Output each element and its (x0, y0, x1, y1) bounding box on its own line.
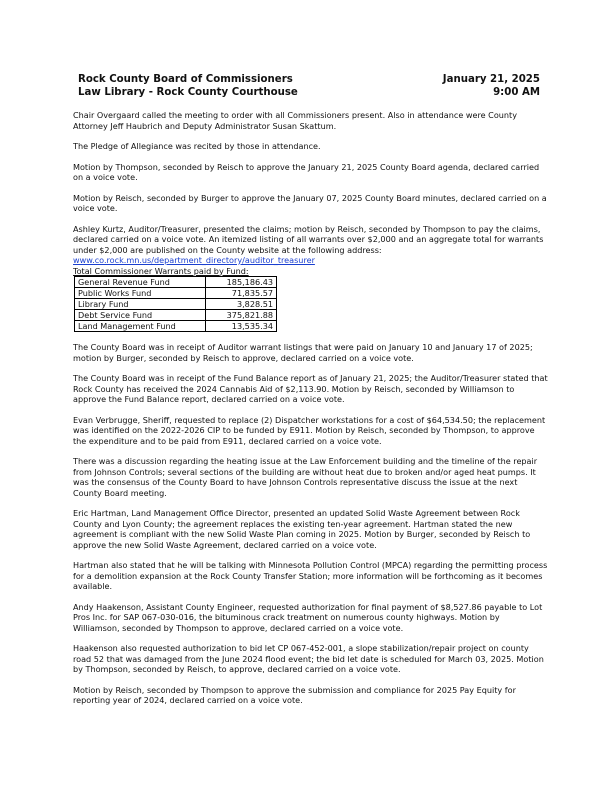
header-row-2 (78, 86, 540, 99)
fund-amount: 3,828.51 (206, 299, 277, 310)
fund-amount: 13,535.34 (206, 321, 277, 332)
paragraph-mpca: Hartman also stated that he will be talking with Minnesota Pollution Control (MPCA) regarding the permitting process for a demolition expansion at the Rock County Transfer Station; more information will be forthcoming as it becomes available. (73, 560, 548, 591)
paragraph-heating-issue: There was a discussion regarding the heating issue at the Law Enforcement building and the timeline of the repair from Johnson Controls; several sections of the building are without heat due to broken and/or aged heat pumps. It was the consensus of the County Board to have Johnson Controls representative discuss the issue at the next County Board meeting. (73, 456, 538, 498)
fund-name: Land Management Fund (75, 321, 206, 332)
meeting-location: Law Library - Rock County Courthouse (78, 87, 298, 98)
table-row (75, 288, 277, 299)
section-spacer (73, 332, 548, 342)
fund-name: Debt Service Fund (75, 310, 206, 321)
fund-name: Public Works Fund (75, 288, 206, 299)
paragraph-call-to-order: Chair Overgaard called the meeting to order with all Commissioners present. Also in attendance were County Attorney Jeff Haubrich and Deputy Administrator Susan Skattum. (73, 110, 517, 131)
organization-title: Rock County Board of Commissioners (78, 74, 293, 85)
header-row-1 (78, 73, 540, 86)
auditor-website-link[interactable]: www.co.rock.mn.us/department_directory/auditor_treasurer (73, 255, 315, 265)
fund-amount: 71,835.57 (206, 288, 277, 299)
paragraph-final-payment: Andy Haakenson, Assistant County Engineer, requested authorization for final payment of $8,527.86 payable to Lot Pros Inc. for SAP 067-030-016, the bituminous crack treatment on numerous county highways. Motion by Williamson, seconded by Thompson to approve, declared carried on a voice vote. (73, 601, 543, 633)
paragraph-warrant-listings: The County Board was in receipt of Auditor warrant listings that were paid on January 10 and January 17 of 2025; motion by Burger, seconded by Reisch to approve, declared carried on a voice vote. (73, 342, 533, 363)
paragraph-claims: Ashley Kurtz, Auditor/Treasurer, presented the claims; motion by Reisch, seconded by Thompson to pay the claims, declared carried on a voice vote. An itemized listing of all warrants over $2,000 and an aggregate total for warrants under $2,000 are published on the County website at the following address: (73, 223, 544, 255)
claims-section (73, 224, 548, 333)
meeting-date: January 21, 2025 (442, 74, 540, 85)
fund-name: General Revenue Fund (75, 277, 206, 288)
paragraph-pledge: The Pledge of Allegiance was recited by those in attendance. (73, 141, 321, 151)
table-row (75, 321, 277, 332)
document-header (78, 73, 540, 99)
warrants-caption: Total Commissioner Warrants paid by Fund: (73, 265, 249, 276)
table-row (75, 310, 277, 321)
fund-amount: 375,821.88 (206, 310, 277, 321)
table-row (75, 299, 277, 310)
paragraph-minutes-motion: Motion by Reisch, seconded by Burger to approve the January 07, 2025 County Board minutes, declared carried on a voice vote. (73, 192, 547, 213)
paragraph-fund-balance: The County Board was in receipt of the Fund Balance report as of January 21, 2025; the Auditor/Treasurer stated that Rock County has received the 2024 Cannabis Aid of $2,113.90. Motion by Reisch, seconded by Williamson to approve the Fund Balance report, declared carried on a voice vote. (73, 373, 548, 404)
meeting-time: 9:00 AM (493, 87, 540, 98)
paragraph-agenda-motion: Motion by Thompson, seconded by Reisch to approve the January 21, 2025 County Board agenda, declared carried on a voice vote. (73, 161, 540, 182)
paragraph-solid-waste-agreement: Eric Hartman, Land Management Office Director, presented an updated Solid Waste Agreement between Rock County and Lyon County; the agreement replaces the existing ten-year agreement. Hartman stated the new agreement is compliant with the new Solid Waste Plan coming in 2025. Motion by Burger, seconded by Reisch to approve the new Solid Waste Agreement, declared carried on a voice vote. (73, 508, 531, 550)
paragraph-pay-equity: Motion by Reisch, seconded by Thompson to approve the submission and compliance for 2025 Pay Equity for reporting year of 2024, declared carried on a voice vote. (73, 684, 516, 705)
table-row (75, 277, 277, 288)
minutes-body (73, 110, 548, 716)
paragraph-dispatcher-workstations: Evan Verbrugge, Sheriff, requested to replace (2) Dispatcher workstations for a cost of $64,534.50; the replacement was identified on the 2022-2026 CIP to be funded by E911. Motion by Reisch, seconded by Thompson, to approve the expenditure and to be paid from E911, declared carried on a voice vote. (73, 414, 546, 446)
paragraph-bid-let: Haakenson also requested authorization to bid let CP 067-452-001, a slope stabilization/repair project on county road 52 that was damaged from the June 2024 flood event; the bid let date is scheduled for March 03, 2025. Motion by Thompson, seconded by Reisch, to approve, declared carried on a voice vote. (73, 643, 544, 674)
fund-name: Library Fund (75, 299, 206, 310)
fund-amount: 185,186.43 (206, 277, 277, 288)
warrants-table (74, 276, 277, 332)
